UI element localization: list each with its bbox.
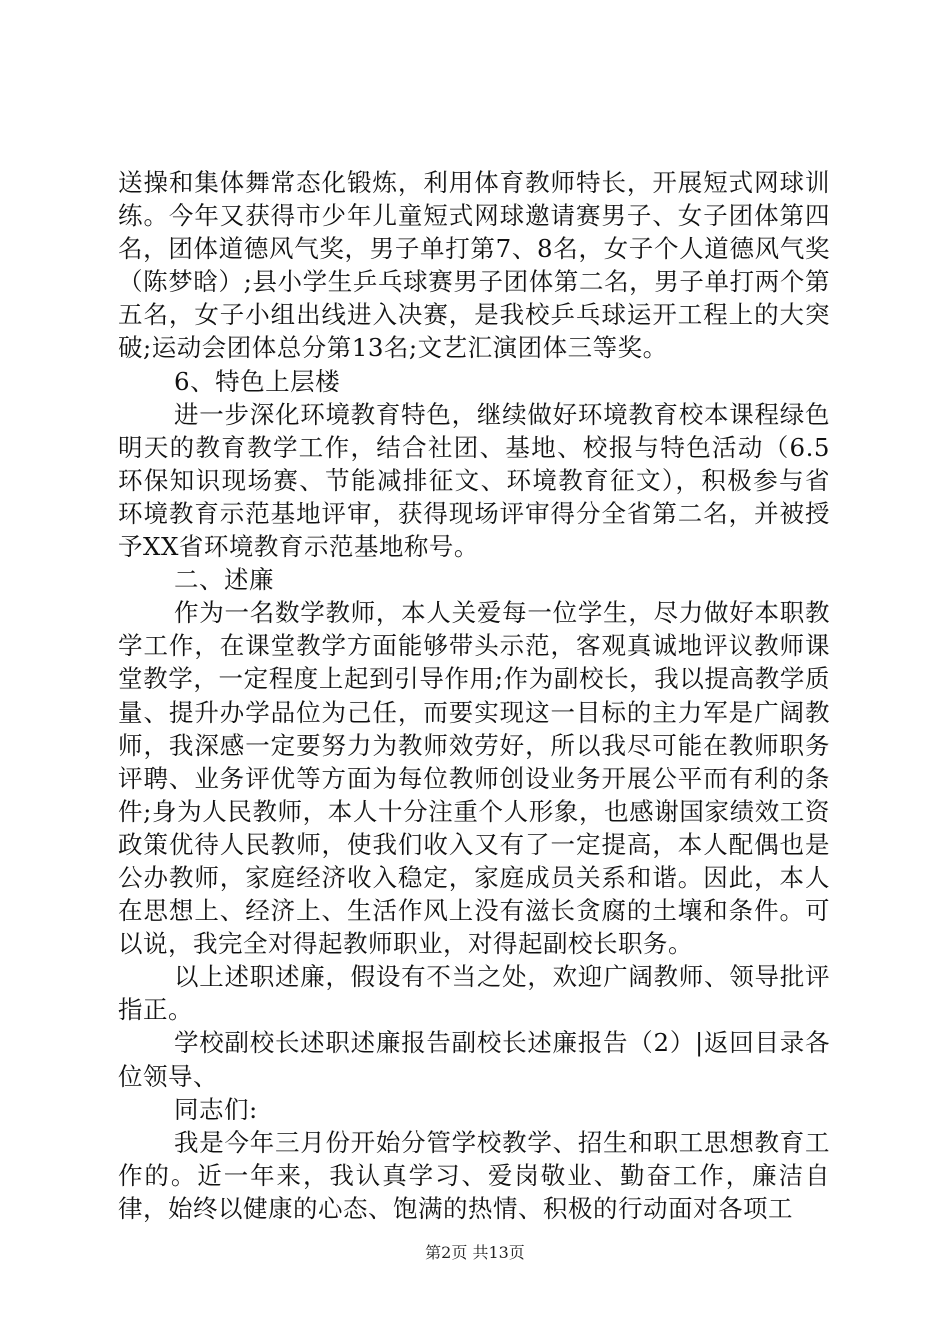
heading-feature-upgrade: 6、特色上层楼	[174, 366, 341, 396]
document-body	[118, 166, 830, 1225]
page-number-footer: 第2页 共13页	[425, 1243, 525, 1262]
paragraph-environmental-education: 进一步深化环境教育特色，继续做好环境教育校本课程绿色明天的教育教学工作，结合社团、基地、校报与特色活动（6.5环保知识现场赛、节能减排征文、环境教育征文），积极参与省环境教育示范基地评审，获得现场评审得分全省第二名，并被授予XX省环境教育示范基地称号。	[118, 399, 830, 562]
paragraph-sports-results: 送操和集体舞常态化锻炼，利用体育教师特长，开展短式网球训练。今年又获得市少年儿童短式网球邀请赛男子、女子团体第四名，团体道德风气奖，男子单打第7、8名，女子个人道德风气奖（陈梦晗）;县小学生乒乓球赛男子团体第二名，男子单打两个第五名，女子小组出线进入决赛，是我校乒乓球运开工程上的大突破;运动会团体总分第13名;文艺汇演团体三等奖。	[118, 168, 830, 363]
paragraph-second-report-title: 学校副校长述职述廉报告副校长述廉报告（2）|返回目录各位领导、	[118, 1028, 830, 1091]
paragraph-work-introduction: 我是今年三月份开始分管学校教学、招生和职工思想教育工作的。近一年来，我认真学习、爱岗敬业、勤奋工作，廉洁自律，始终以健康的心态、饱满的热情、积极的行动面对各项工	[118, 1127, 830, 1223]
paragraph-closing-remark: 以上述职述廉，假设有不当之处，欢迎广阔教师、领导批评指正。	[118, 962, 830, 1025]
paragraph-integrity-statement: 作为一名数学教师，本人关爱每一位学生，尽力做好本职教学工作，在课堂教学方面能够带头示范，客观真诚地评议教师课堂教学，一定程度上起到引导作用;作为副校长，我以提高教学质量、提升办学品位为己任，而要实现这一目标的主力军是广阔教师，我深感一定要努力为教师效劳好，所以我尽可能在教师职务评聘、业务评优等方面为每位教师创设业务开展公平而有利的条件;身为人民教师，本人十分注重个人形象，也感谢国家绩效工资政策优待人民教师，使我们收入又有了一定提高，本人配偶也是公办教师，家庭经济收入稳定，家庭成员关系和谐。因此，本人在思想上、经济上、生活作风上没有滋长贪腐的土壤和条件。可以说，我完全对得起教师职业，对得起副校长职务。	[118, 598, 830, 959]
paragraph-salutation: 同志们:	[174, 1094, 258, 1124]
heading-integrity-report: 二、述廉	[174, 565, 274, 595]
